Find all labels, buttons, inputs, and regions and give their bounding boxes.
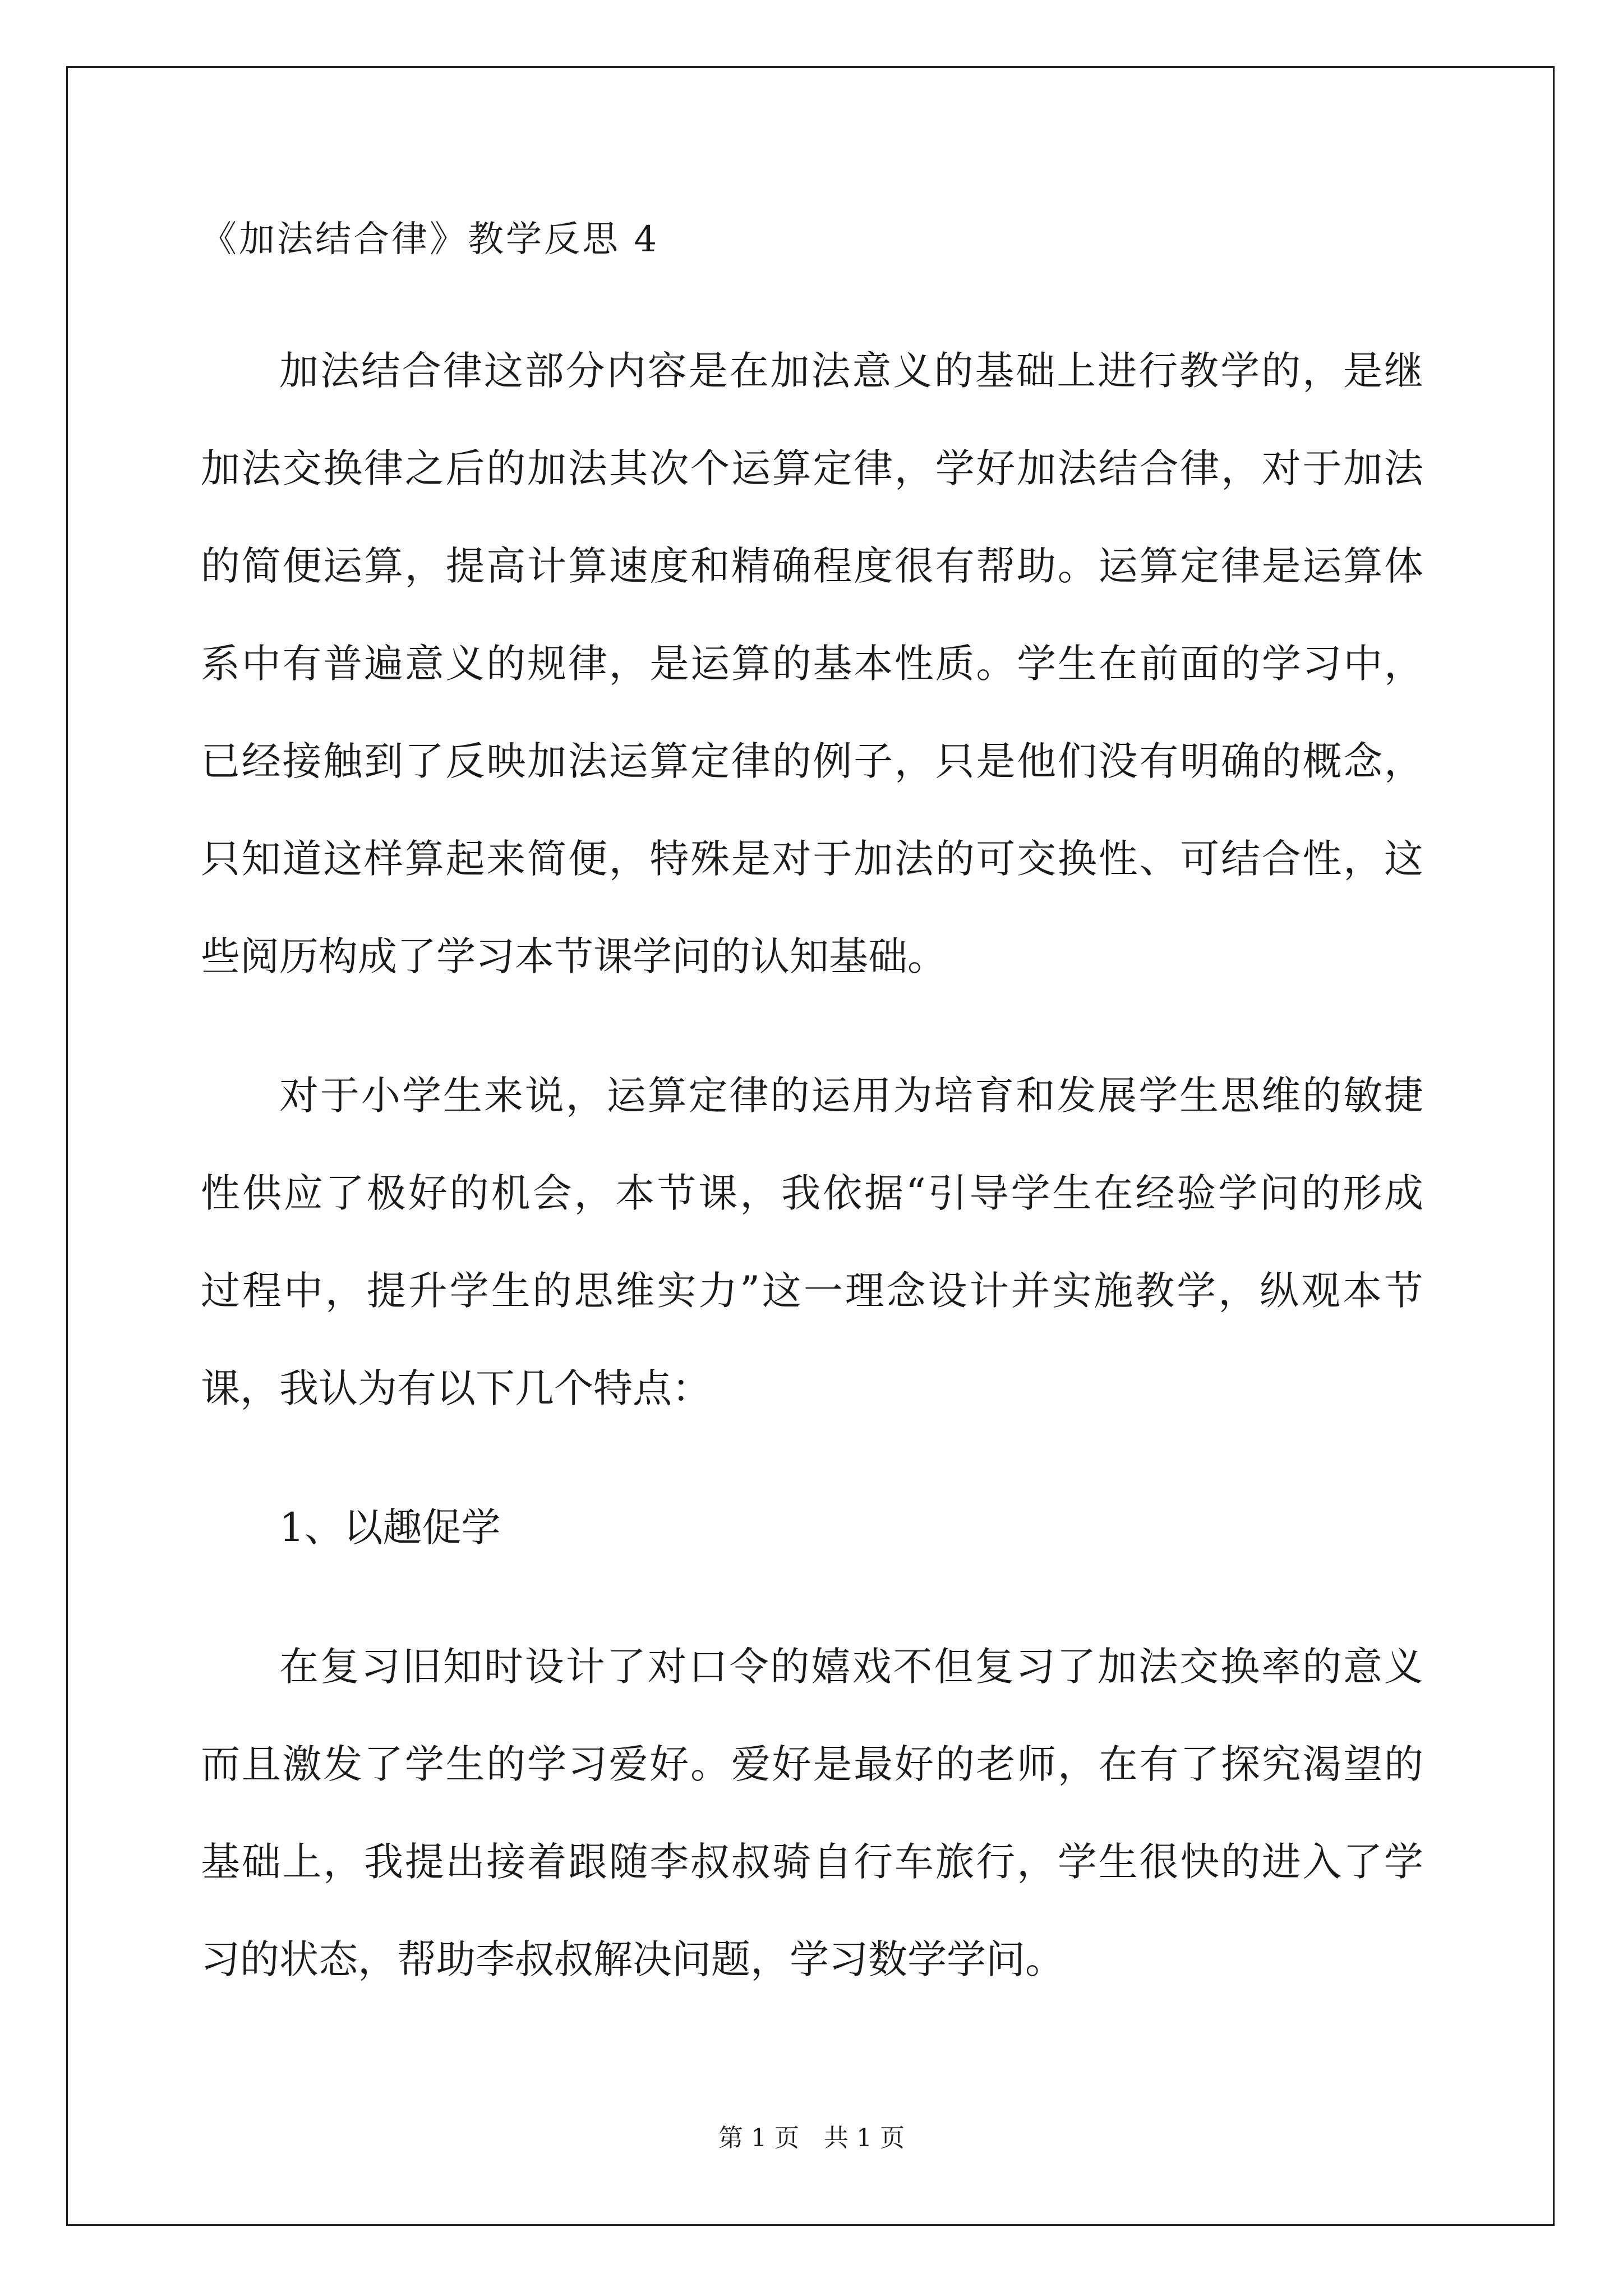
paragraph-1-line-2: 加法交换律之后的加法其次个运算定律，学好加法结合律，对于加法 [201, 445, 1423, 491]
paragraph-1-line-1: 加法结合律这部分内容是在加法意义的基础上进行教学的，是继 [279, 348, 1423, 394]
paragraph-2-line-4: 课，我认为有以下几个特点： [201, 1365, 711, 1411]
paragraph-2-line-3: 过程中，提升学生的思维实力”这一理念设计并实施教学，纵观本节 [201, 1268, 1423, 1314]
page-footer: 第 1 页 共 1 页 [718, 2124, 905, 2152]
paragraph-3-line-2: 而且激发了学生的学习爱好。爱好是最好的老师，在有了探究渴望的 [201, 1741, 1423, 1787]
paragraph-1-line-4: 系中有普遍意义的规律，是运算的基本性质。学生在前面的学习中， [201, 641, 1423, 687]
paragraph-3-line-1: 在复习旧知时设计了对口令的嬉戏不但复习了加法交换率的意义 [279, 1644, 1423, 1690]
section-heading: 1、以趣促学 [279, 1504, 501, 1550]
paragraph-1-line-3: 的简便运算，提高计算速度和精确程度很有帮助。运算定律是运算体 [201, 543, 1423, 589]
document-title: 《加法结合律》教学反思 4 [201, 219, 660, 260]
paragraph-3-line-3: 基础上，我提出接着跟随李叔叔骑自行车旅行，学生很快的进入了学 [201, 1839, 1423, 1885]
paragraph-2-line-2: 性供应了极好的机会，本节课，我依据“引导学生在经验学问的形成 [201, 1170, 1423, 1216]
paragraph-1-line-7: 些阅历构成了学习本节课学问的认知基础。 [201, 933, 947, 979]
paragraph-2-line-1: 对于小学生来说，运算定律的运用为培育和发展学生思维的敏捷 [279, 1073, 1423, 1119]
paragraph-1-line-5: 已经接触到了反映加法运算定律的例子，只是他们没有明确的概念， [201, 738, 1423, 784]
paragraph-3-line-4: 习的状态，帮助李叔叔解决问题，学习数学学问。 [201, 1936, 1064, 1982]
paragraph-1-line-6: 只知道这样算起来简便，特殊是对于加法的可交换性、可结合性，这 [201, 836, 1423, 882]
